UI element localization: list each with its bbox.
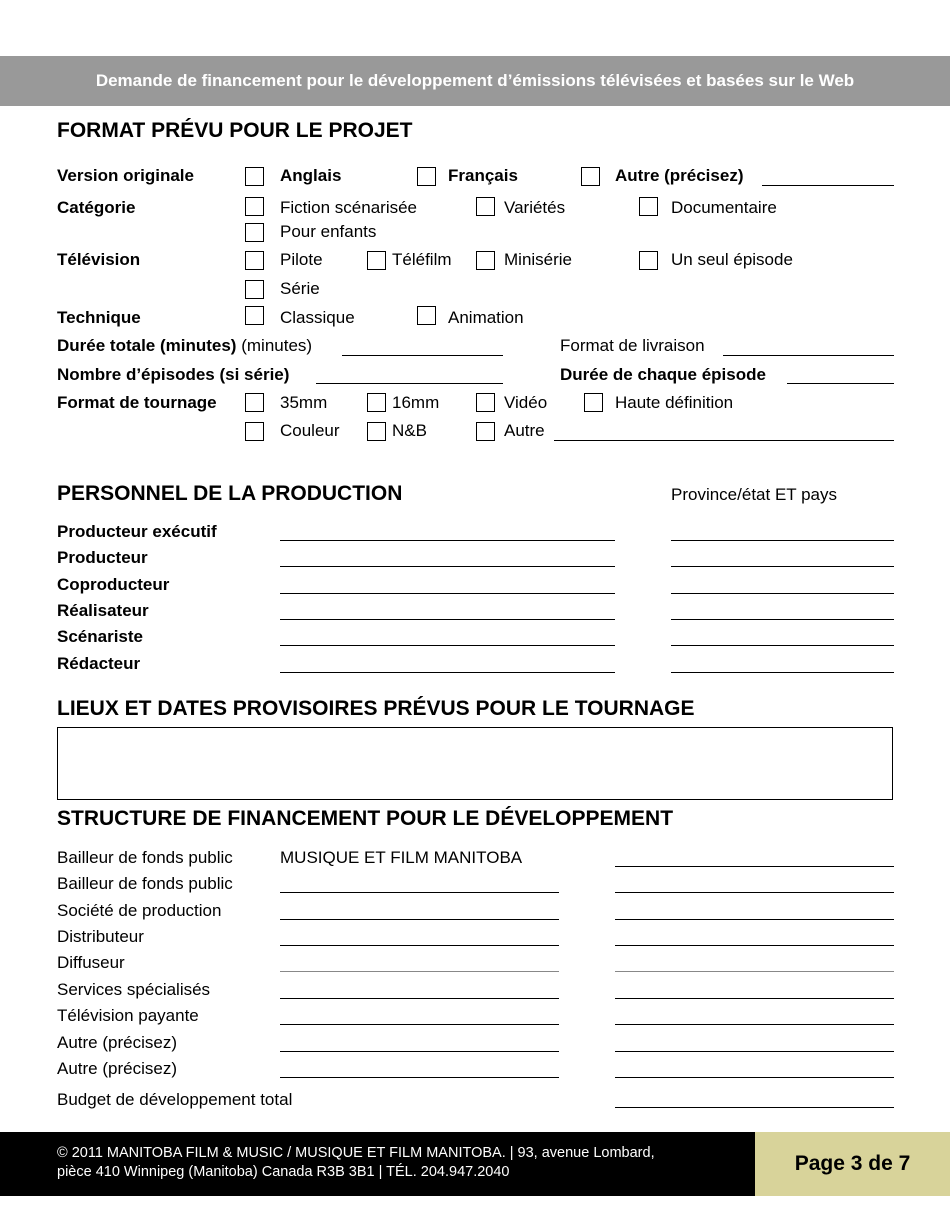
role-label: Coproducteur bbox=[57, 575, 170, 594]
footer-line-1: © 2011 MANITOBA FILM & MUSIC / MUSIQUE ET FILM MANITOBA. | 93, avenue Lombard, bbox=[57, 1145, 655, 1161]
option-hd: Haute définition bbox=[615, 393, 734, 412]
role-name-line[interactable] bbox=[280, 566, 615, 567]
role-province-line[interactable] bbox=[671, 540, 894, 541]
role-label: Producteur exécutif bbox=[57, 522, 217, 541]
checkbox-francais[interactable] bbox=[417, 167, 436, 186]
episode-duration-input-line[interactable] bbox=[787, 383, 894, 384]
financing-row-label: Bailleur de fonds public bbox=[57, 848, 233, 867]
footer bbox=[0, 1132, 950, 1196]
role-label: Réalisateur bbox=[57, 601, 149, 620]
financing-source-line[interactable] bbox=[280, 892, 559, 893]
header-bar bbox=[0, 56, 950, 106]
financing-row-label: Télévision payante bbox=[57, 1006, 199, 1025]
role-name-line[interactable] bbox=[280, 540, 615, 541]
option-nb: N&B bbox=[392, 421, 427, 440]
option-autre-format: Autre bbox=[504, 421, 545, 440]
duration-label: Durée totale (minutes) bbox=[57, 336, 237, 355]
option-classique: Classique bbox=[280, 308, 355, 327]
checkbox-serie[interactable] bbox=[245, 280, 264, 299]
financing-row-value: MUSIQUE ET FILM MANITOBA bbox=[280, 848, 523, 867]
financing-amount-line[interactable] bbox=[615, 998, 894, 999]
option-pilote: Pilote bbox=[280, 250, 323, 269]
financing-source-line[interactable] bbox=[280, 1024, 559, 1025]
financing-row-label: Autre (précisez) bbox=[57, 1033, 177, 1052]
episode-duration-label: Durée de chaque épisode bbox=[560, 365, 766, 384]
role-name-line[interactable] bbox=[280, 672, 615, 673]
financing-source-line[interactable] bbox=[280, 998, 559, 999]
checkbox-autre-version[interactable] bbox=[581, 167, 600, 186]
financing-source-line[interactable] bbox=[280, 945, 559, 946]
footer-address bbox=[57, 1144, 737, 1182]
financing-amount-line[interactable] bbox=[615, 1024, 894, 1025]
checkbox-animation[interactable] bbox=[417, 306, 436, 325]
option-varietes: Variétés bbox=[504, 198, 566, 217]
section-title-format: FORMAT PRÉVU POUR LE PROJET bbox=[57, 119, 413, 142]
total-budget-label: Budget de développement total bbox=[57, 1090, 293, 1109]
episodes-label: Nombre d’épisodes (si série) bbox=[57, 365, 290, 384]
financing-amount-line[interactable] bbox=[615, 892, 894, 893]
financing-source-line[interactable] bbox=[280, 971, 559, 972]
checkbox-classique[interactable] bbox=[245, 306, 264, 325]
checkbox-fiction[interactable] bbox=[245, 197, 264, 216]
option-fiction: Fiction scénarisée bbox=[280, 198, 418, 217]
delivery-label: Format de livraison bbox=[560, 336, 705, 355]
option-enfants: Pour enfants bbox=[280, 222, 377, 241]
autre-format-input-line[interactable] bbox=[554, 440, 894, 441]
financing-row-label: Diffuseur bbox=[57, 953, 125, 972]
checkbox-16mm[interactable] bbox=[367, 393, 386, 412]
checkbox-telefilm[interactable] bbox=[367, 251, 386, 270]
role-province-line[interactable] bbox=[671, 566, 894, 567]
checkbox-autre-format[interactable] bbox=[476, 422, 495, 441]
financing-source-line[interactable] bbox=[280, 1077, 559, 1078]
role-province-line[interactable] bbox=[671, 593, 894, 594]
financing-row-label: Bailleur de fonds public bbox=[57, 874, 233, 893]
financing-row-label: Autre (précisez) bbox=[57, 1059, 177, 1078]
role-name-line[interactable] bbox=[280, 645, 615, 646]
technique-label: Technique bbox=[57, 308, 141, 327]
role-label: Producteur bbox=[57, 548, 148, 567]
option-documentaire: Documentaire bbox=[671, 198, 777, 217]
financing-amount-line[interactable] bbox=[615, 945, 894, 946]
option-35mm: 35mm bbox=[280, 393, 328, 412]
checkbox-anglais[interactable] bbox=[245, 167, 264, 186]
role-label: Rédacteur bbox=[57, 654, 141, 673]
role-label: Scénariste bbox=[57, 627, 143, 646]
version-label: Version originale bbox=[57, 166, 194, 185]
episodes-input-line[interactable] bbox=[316, 383, 503, 384]
financing-source-line[interactable] bbox=[280, 1051, 559, 1052]
checkbox-pilote[interactable] bbox=[245, 251, 264, 270]
financing-source-line[interactable] bbox=[280, 919, 559, 920]
total-budget-line[interactable] bbox=[615, 1107, 894, 1108]
page-indicator bbox=[755, 1132, 950, 1196]
financing-row-label: Distributeur bbox=[57, 927, 144, 946]
autre-version-input-line[interactable] bbox=[762, 185, 894, 186]
checkbox-enfants[interactable] bbox=[245, 223, 264, 242]
section-title-filming: LIEUX ET DATES PROVISOIRES PRÉVUS POUR LE TOURNAGE bbox=[57, 697, 695, 720]
option-video: Vidéo bbox=[504, 393, 548, 412]
checkbox-documentaire[interactable] bbox=[639, 197, 658, 216]
footer-line-2: pièce 410 Winnipeg (Manitoba) Canada R3B 3B1 | TÉL. 204.947.2040 bbox=[57, 1164, 510, 1180]
page-label: Page 3 de 7 bbox=[794, 1152, 911, 1175]
checkbox-couleur[interactable] bbox=[245, 422, 264, 441]
financing-amount-line[interactable] bbox=[615, 1077, 894, 1078]
financing-row-label: Société de production bbox=[57, 901, 222, 920]
form-title: Demande de financement pour le développement d’émissions télévisées et basées sur le Web bbox=[95, 71, 855, 90]
checkbox-hd[interactable] bbox=[584, 393, 603, 412]
option-couleur: Couleur bbox=[280, 421, 340, 440]
financing-amount-line[interactable] bbox=[615, 1051, 894, 1052]
section-title-financing: STRUCTURE DE FINANCEMENT POUR LE DÉVELOPPEMENT bbox=[57, 807, 674, 830]
checkbox-35mm[interactable] bbox=[245, 393, 264, 412]
role-name-line[interactable] bbox=[280, 593, 615, 594]
financing-amount-line[interactable] bbox=[615, 866, 894, 867]
option-serie: Série bbox=[280, 279, 320, 298]
option-francais: Français bbox=[448, 166, 518, 185]
category-label: Catégorie bbox=[57, 198, 136, 217]
shooting-label: Format de tournage bbox=[57, 393, 217, 412]
delivery-input-line[interactable] bbox=[723, 355, 894, 356]
option-autre-version: Autre (précisez) bbox=[615, 166, 744, 185]
option-animation: Animation bbox=[448, 308, 524, 327]
financing-amount-line[interactable] bbox=[615, 971, 894, 972]
option-telefilm: Téléfilm bbox=[392, 250, 452, 269]
option-miniserie: Minisérie bbox=[504, 250, 573, 269]
checkbox-miniserie[interactable] bbox=[476, 251, 495, 270]
role-name-line[interactable] bbox=[280, 619, 615, 620]
role-province-line[interactable] bbox=[671, 645, 894, 646]
filming-text-box[interactable] bbox=[57, 727, 893, 800]
financing-amount-line[interactable] bbox=[615, 919, 894, 920]
role-province-line[interactable] bbox=[671, 672, 894, 673]
television-label: Télévision bbox=[57, 250, 141, 269]
financing-row-label: Services spécialisés bbox=[57, 980, 211, 999]
checkbox-nb[interactable] bbox=[367, 422, 386, 441]
duration-suffix: (minutes) bbox=[241, 336, 313, 355]
option-16mm: 16mm bbox=[392, 393, 440, 412]
checkbox-video[interactable] bbox=[476, 393, 495, 412]
role-province-line[interactable] bbox=[671, 619, 894, 620]
section-title-personnel: PERSONNEL DE LA PRODUCTION bbox=[57, 482, 403, 505]
option-episode: Un seul épisode bbox=[671, 250, 793, 269]
duration-input-line[interactable] bbox=[342, 355, 503, 356]
checkbox-episode[interactable] bbox=[639, 251, 658, 270]
option-anglais: Anglais bbox=[280, 166, 342, 185]
checkbox-varietes[interactable] bbox=[476, 197, 495, 216]
province-header: Province/état ET pays bbox=[671, 485, 837, 504]
